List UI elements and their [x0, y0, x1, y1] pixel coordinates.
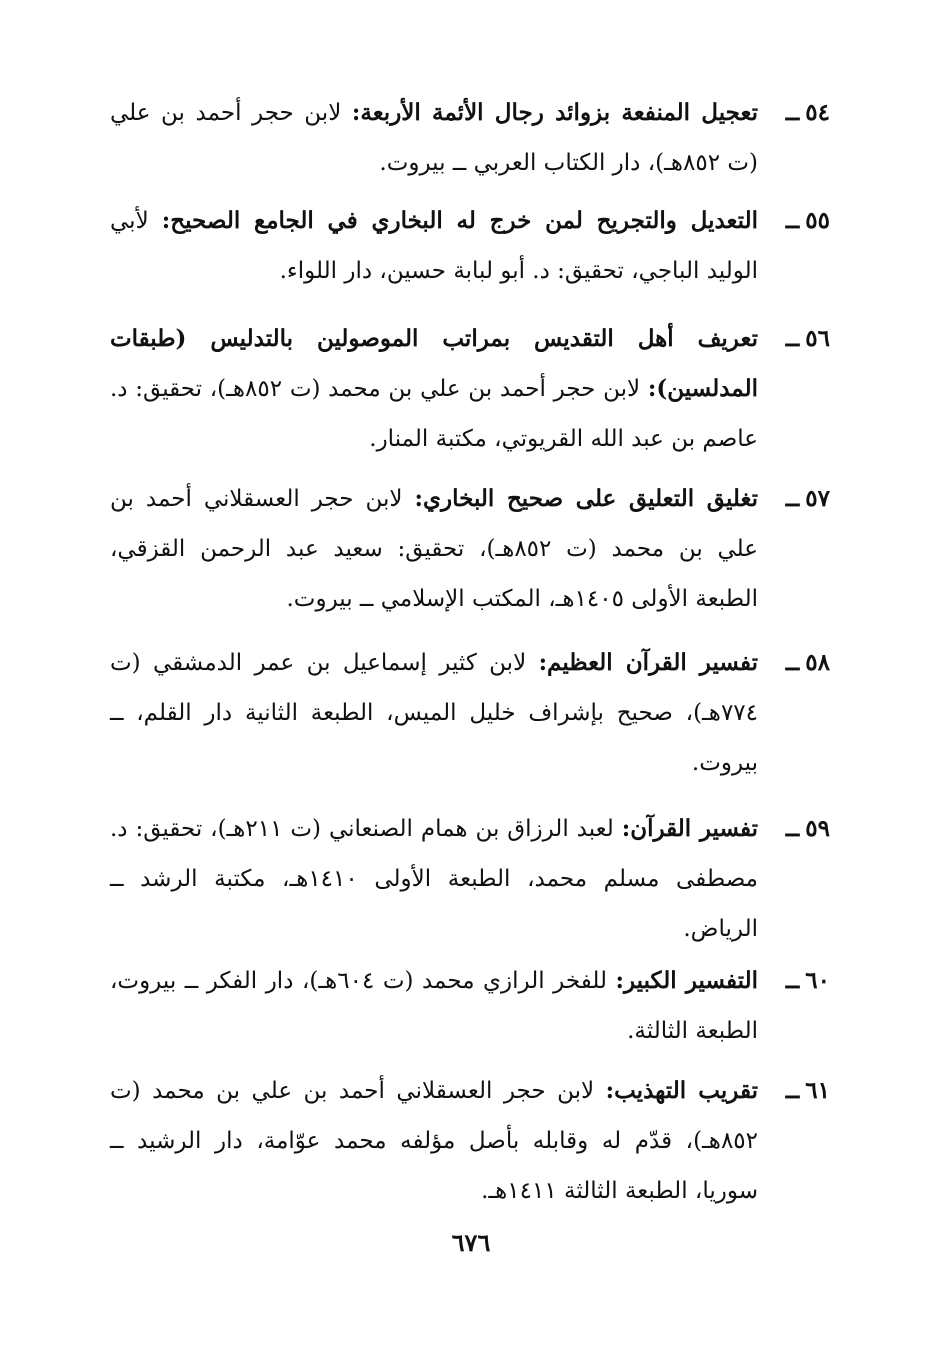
page-number: ٦٧٦ [451, 1228, 491, 1257]
bibliography-entry-60 [110, 956, 830, 1056]
bibliography-page [110, 88, 830, 1372]
entry-details: لعبد الرزاق بن همام الصنعاني (ت ٢١١هـ)، تحقيق: د. مصطفى مسلم محمد، الطبعة الأولى ١٤١٠هـ، مكتبة الرشد ــ الرياض. [110, 816, 758, 942]
entry-details: لابن كثير إسماعيل بن عمر الدمشقي (ت ٧٧٤هـ)، صحيح بإشراف خليل الميس، الطبعة الثانية دار القلم، ــ بيروت. [110, 650, 758, 776]
bibliography-entry-55 [110, 196, 830, 296]
entry-number: ٥٦ــ [785, 325, 830, 352]
entry-number: ٥٤ــ [785, 99, 830, 126]
bibliography-entry-57 [110, 474, 830, 624]
entry-number: ٥٩ــ [785, 815, 830, 842]
entry-number: ٥٨ــ [785, 649, 830, 676]
entry-details: لابن حجر أحمد بن علي بن محمد (ت ٨٥٢هـ)، تحقيق: د. عاصم بن عبد الله القريوتي، مكتبة المنار. [110, 376, 758, 452]
entry-text [110, 196, 758, 296]
entry-title: تغليق التعليق على صحيح البخاري: [414, 485, 759, 512]
entry-title: تعجيل المنفعة بزوائد رجال الأئمة الأربعة: [351, 99, 759, 126]
entry-title: تعريف أهل التقديس بمراتب الموصولين بالتدليس (طبقات المدلسين): [110, 325, 758, 402]
entry-details: لابن حجر العسقلاني أحمد بن علي بن محمد (ت ٨٥٢هـ)، تحقيق: سعيد عبد الرحمن القزقي، الطبعة الأولى ١٤٠٥هـ، المكتب الإسلامي ــ بيروت. [110, 486, 758, 612]
entry-details: لابن حجر أحمد بن علي (ت ٨٥٢هـ)، دار الكتاب العربي ــ بيروت. [110, 100, 758, 176]
entry-number: ٦٠ــ [785, 967, 830, 994]
entry-details: للفخر الرازي محمد (ت ٦٠٤هـ)، دار الفكر ــ بيروت، الطبعة الثالثة. [110, 968, 758, 1044]
entry-text [110, 956, 758, 1056]
entry-text [110, 804, 758, 954]
bibliography-entry-56 [110, 314, 830, 464]
entry-title: تفسير القرآن العظيم: [538, 649, 758, 676]
entry-number: ٥٥ــ [785, 207, 830, 234]
entry-title: تفسير القرآن: [621, 815, 759, 842]
bibliography-entry-54 [110, 88, 830, 188]
bibliography-entry-58 [110, 638, 830, 788]
entry-details: لابن حجر العسقلاني أحمد بن علي بن محمد (ت ٨٥٢هـ)، قدّم له وقابله بأصل مؤلفه محمد عوّامة، دار الرشيد ــ سوريا، الطبعة الثالثة ١٤١١هـ. [110, 1078, 758, 1204]
entry-text [110, 88, 758, 188]
entry-number: ٦١ــ [785, 1077, 830, 1104]
entry-text [110, 638, 758, 788]
entry-text [110, 1066, 758, 1216]
entry-title: تقريب التهذيب: [605, 1077, 758, 1104]
bibliography-entry-59 [110, 804, 830, 954]
entry-text [110, 314, 758, 464]
entry-text [110, 474, 758, 624]
bibliography-entry-61 [110, 1066, 830, 1216]
entry-title: التفسير الكبير: [615, 967, 758, 994]
entry-details: لأبي الوليد الباجي، تحقيق: د. أبو لبابة حسين، دار اللواء. [110, 208, 758, 284]
entry-number: ٥٧ــ [785, 485, 830, 512]
entry-title: التعديل والتجريح لمن خرج له البخاري في الجامع الصحيح: [161, 207, 758, 234]
